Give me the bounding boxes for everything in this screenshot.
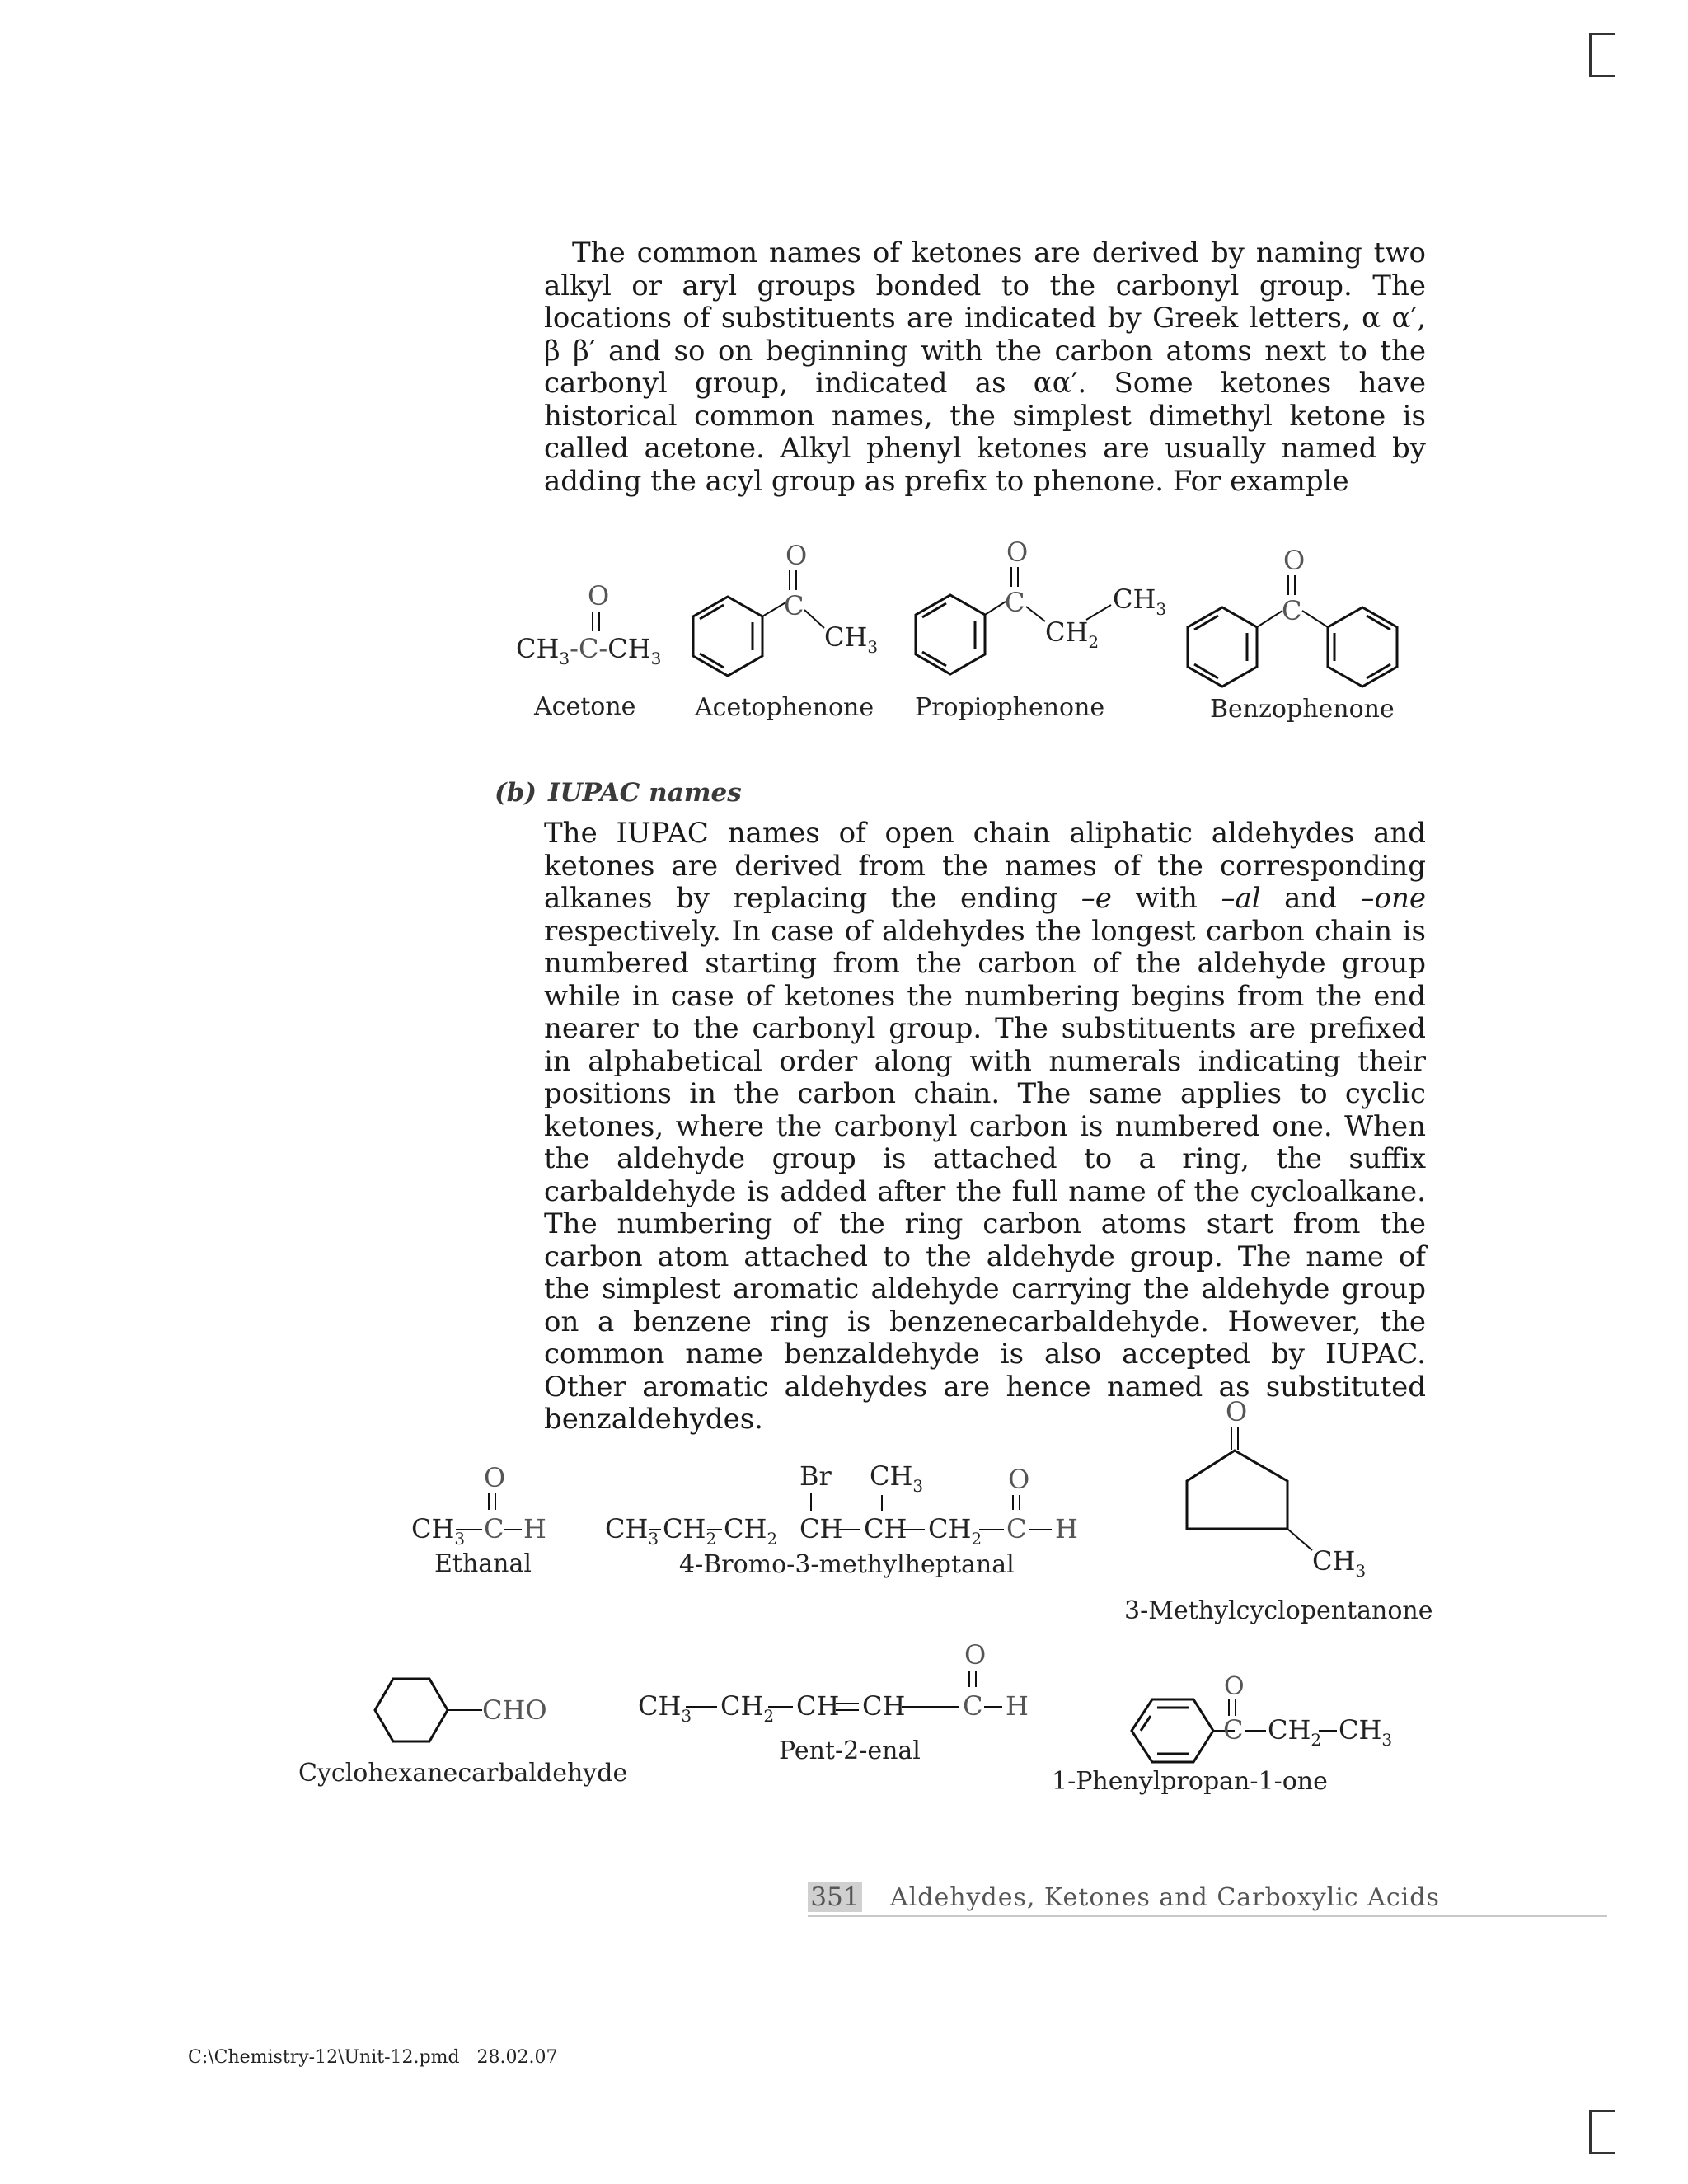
- svg-text:CH3: $CH_3$: [1312, 1545, 1367, 1581]
- svg-text:CH: CH: [864, 1513, 907, 1544]
- svg-text:C: C: [1006, 1513, 1027, 1544]
- crop-mark-bottom: [1589, 2110, 1615, 2154]
- svg-text:O: O: [964, 1639, 987, 1671]
- caption-4-bromo-3-methylheptanal: 4-Bromo-3-methylheptanal: [679, 1550, 1015, 1579]
- svg-text:CH2: $CH_2$: [720, 1690, 775, 1726]
- svg-text:C: C: [1282, 595, 1302, 626]
- svg-text:CH: CH: [799, 1513, 843, 1544]
- svg-text:O: O: [1008, 1464, 1030, 1495]
- svg-text:C: C: [963, 1690, 983, 1722]
- svg-text:CH2: $CH_2$: [1045, 616, 1100, 652]
- bromomethylheptanal-structure: [602, 1451, 1129, 1549]
- svg-text:O: O: [588, 580, 610, 612]
- caption-3-methylcyclopentanone: 3-Methylcyclopentanone: [1124, 1596, 1433, 1625]
- svg-text:C: C: [1223, 1714, 1244, 1746]
- svg-text:CH2: $CH_2$: [928, 1513, 982, 1549]
- cyclohexanecarbaldehyde-structure: [367, 1669, 598, 1751]
- svg-text:Br: Br: [799, 1460, 832, 1492]
- benzophenone-structure: [1179, 540, 1409, 688]
- svg-text:H: H: [523, 1513, 546, 1544]
- page-number: 351: [808, 1882, 862, 1912]
- svg-text:H: H: [1006, 1690, 1029, 1722]
- caption-propiophenone: Propiophenone: [915, 693, 1105, 722]
- file-info: C:\Chemistry-12\Unit-12.pmd 28.02.07: [188, 2047, 558, 2068]
- svg-text:C: C: [784, 590, 804, 621]
- svg-text:CH3: $CH_3$: [824, 621, 879, 657]
- svg-text:O: O: [1224, 1672, 1245, 1701]
- svg-text:CH3: $CH_3$: [605, 1513, 659, 1549]
- methylcyclopentanone-structure: [1179, 1389, 1393, 1595]
- svg-text:O: O: [1226, 1396, 1248, 1427]
- propiophenone-structure: [907, 534, 1179, 691]
- svg-text:H: H: [1055, 1513, 1078, 1544]
- svg-text:O: O: [1006, 537, 1029, 568]
- svg-text:O: O: [484, 1462, 506, 1493]
- ethanal-structure: [408, 1459, 573, 1549]
- svg-text:CH: CH: [796, 1690, 840, 1722]
- caption-1-phenylpropan-1-one: 1-Phenylpropan-1-one: [1052, 1767, 1328, 1796]
- acetophenone-structure: [684, 536, 898, 692]
- footer-rule: [808, 1915, 1607, 1917]
- crop-mark-top: [1589, 33, 1615, 77]
- svg-text:CH2: $CH_2$: [724, 1513, 778, 1549]
- section-heading: (b) IUPAC names: [495, 778, 742, 808]
- svg-text:CH3: $CH_3$: [870, 1460, 924, 1496]
- caption-acetophenone: Acetophenone: [695, 693, 874, 722]
- svg-text:O: O: [1283, 545, 1306, 576]
- caption-cyclohexanecarbaldehyde: Cyclohexanecarbaldehyde: [298, 1759, 628, 1788]
- svg-text:C: C: [1005, 587, 1025, 618]
- svg-text:CH3: $CH_3$: [1339, 1714, 1393, 1750]
- svg-text:CH: CH: [862, 1690, 906, 1722]
- svg-text:C: C: [484, 1513, 504, 1544]
- intro-paragraph: The common names of ketones are derived by naming two alkyl or aryl groups bonded to the carbonyl group. The locations of substituents are indicated by Greek letters, α α′, β β′ and so on beginning with the carbon atoms next to the carbonyl group, indicated as αα′. Some ketones have historical common names, the simplest dimethyl ketone is called acetone. Alkyl phenyl ketones are usually named by adding the acyl group as prefix to phenone. For example: [544, 237, 1426, 498]
- caption-benzophenone: Benzophenone: [1210, 695, 1395, 724]
- iupac-paragraph: The IUPAC names of open chain aliphatic aldehydes and ketones are derived from the names of the corresponding alkanes by replacing the ending –e with –al and –one respectively. In case of aldehydes the longest carbon chain is numbered starting from the carbon of the aldehyde group while in case of ketones the numbering begins from the end nearer to the carbonyl group. The substituents are prefixed in alphabetical order along with numerals indicating their positions in the carbon chain. The same applies to cyclic ketones, where the carbonyl carbon is numbered one. When the aldehyde group is attached to a ring, the suffix carbaldehyde is added after the full name of the cycloalkane. The numbering of the ring carbon atoms start from the carbon atom attached to the aldehyde group. The name of the simplest aromatic aldehyde carrying the aldehyde group on a benzene ring is benzenecarbaldehyde. However, the common name benzaldehyde is also accepted by IUPAC. Other aromatic aldehydes are hence named as substituted benzaldehydes.: [544, 817, 1427, 1436]
- svg-text:CH3: $CH_3$: [1113, 583, 1167, 619]
- svg-text:O: O: [785, 540, 808, 571]
- svg-text:CH2: $CH_2$: [663, 1513, 717, 1549]
- running-head: Aldehydes, Ketones and Carboxylic Acids: [890, 1883, 1440, 1912]
- acetone-structure: [511, 577, 676, 676]
- pent-2-enal-structure: [635, 1636, 1047, 1727]
- caption-acetone: Acetone: [534, 692, 636, 721]
- svg-text:CH3: $CH_3$: [638, 1690, 692, 1726]
- svg-text:CH3-C-CH3: $CH_3-C-CH_3$: [516, 633, 662, 668]
- caption-ethanal: Ethanal: [434, 1549, 532, 1578]
- svg-text:CH3: $CH_3$: [411, 1513, 466, 1549]
- caption-pent-2-enal: Pent-2-enal: [779, 1736, 921, 1765]
- svg-text:CHO: CHO: [482, 1694, 547, 1726]
- svg-text:CH2: $CH_2$: [1268, 1714, 1322, 1750]
